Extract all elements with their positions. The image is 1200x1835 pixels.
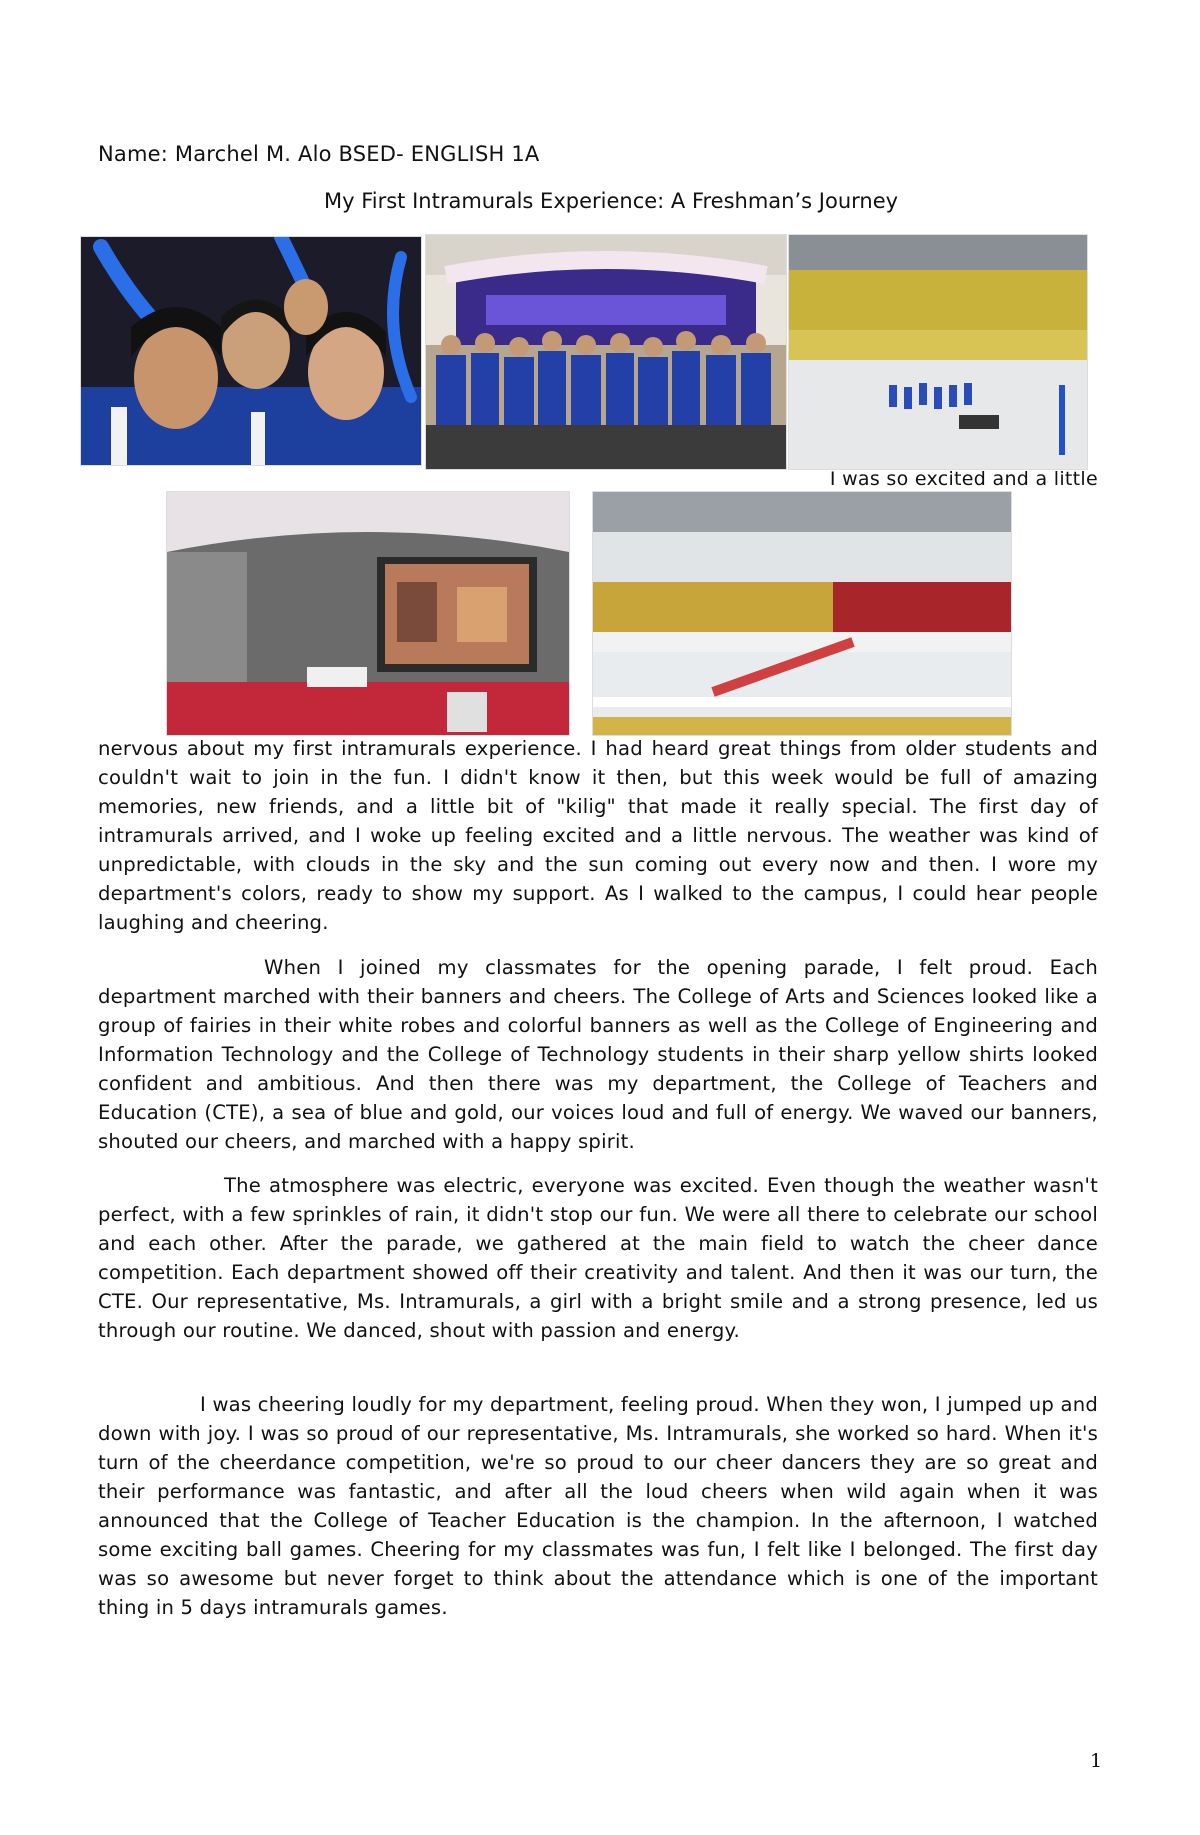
essay-title: My First Intramurals Experience: A Freshman’s Journey (324, 189, 899, 213)
student-name-line: Name: Marchel M. Alo BSED- ENGLISH 1A (98, 142, 540, 166)
photo-gym-crowd (788, 234, 1088, 470)
paragraph-4: I was cheering loudly for my department, feeling proud. When they won, I jumped up and down with joy. I was so proud of our representative, Ms. Intramurals, she worked so hard. When it's turn of the cheerdance competition, we're so proud to our cheer dancers they are so great and their performance was fantastic, and after all the loud cheers when wild again when it was announced that the College of Teacher Education is the champion. In the afternoon, I watched some exciting ball games. Cheering for my classmates was fun, I felt like I belonged. The first day was so awesome but never forget to think about the attendance which is one of the important thing in 5 days intramurals games. (98, 1393, 1098, 1619)
photo-opening-program (166, 491, 570, 736)
photo-group-stage (425, 234, 787, 470)
paragraph-2: When I joined my classmates for the opening parade, I felt proud. Each department marched with their banners and cheers. The College of Arts and Sciences looked like a group of fairies in their white robes and colorful banners as well as the College of Engineering and Information Technology and the College of Technology students in their sharp yellow shirts looked confident and ambitious. And then there was my department, the College of Teachers and Education (CTE), a sea of blue and gold, our voices loud and full of energy. We waved our banners, shouted our cheers, and marched with a happy spirit. (98, 956, 1098, 1153)
paragraph-1: nervous about my first intramurals experience. I had heard great things from older students and couldn't wait to join in the fun. I didn't know it then, but this week would be full of amazing memories, new friends, and a little bit of "kilig" that made it really special. The first day of intramurals arrived, and I woke up feeling excited and a little nervous. The weather was kind of unpredictable, with clouds in the sky and the sun coming out every now and then. I wore my department's colors, ready to show my support. As I walked to the campus, I could hear people laughing and cheering. (98, 737, 1098, 934)
first-line-caption: I was so excited and a little (829, 468, 1098, 490)
photo-bleachers (592, 491, 1012, 736)
page-number: 1 (1090, 1750, 1103, 1772)
photo-selfie-students (80, 236, 422, 466)
paragraph-3: The atmosphere was electric, everyone was excited. Even though the weather wasn't perfect, with a few sprinkles of rain, it didn't stop our fun. We were all there to celebrate our school and each other. After the parade, we gathered at the main field to watch the cheer dance competition. Each department showed off their creativity and talent. And then it was our turn, the CTE. Our representative, Ms. Intramurals, a girl with a bright smile and a strong presence, led us through our routine. We danced, shout with passion and energy. (98, 1174, 1098, 1342)
